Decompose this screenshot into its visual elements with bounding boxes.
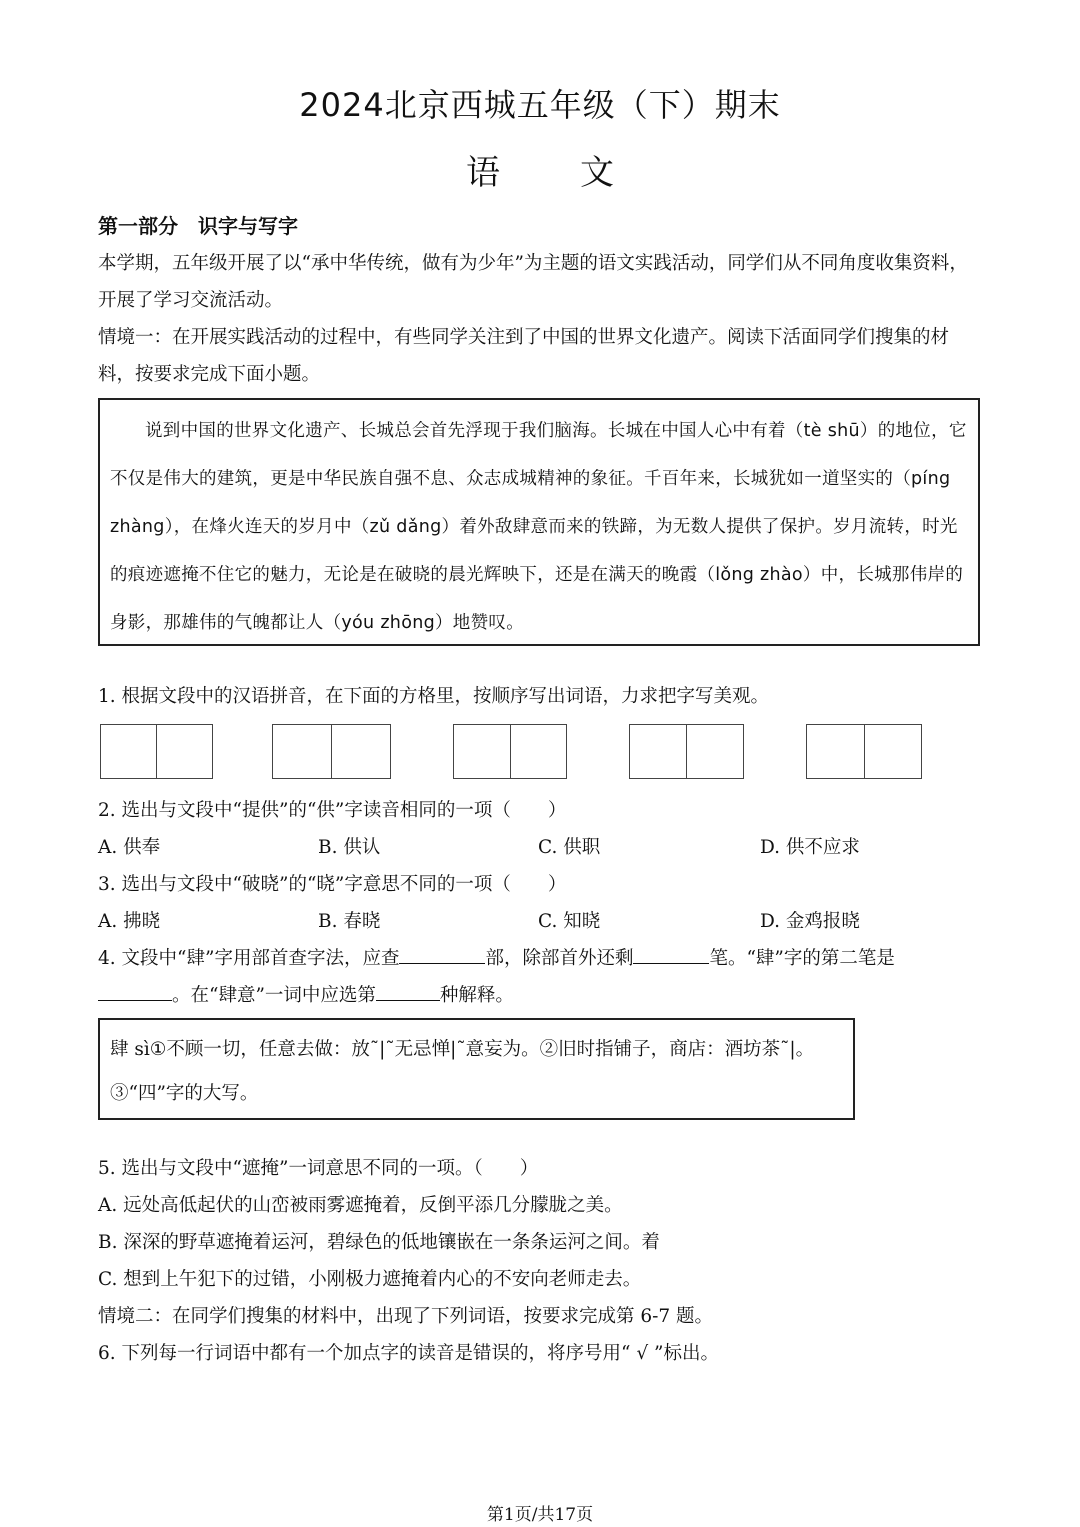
subject-char-1: 语 <box>466 153 500 193</box>
question-4-line1 <box>98 944 895 970</box>
q3-option-b[interactable]: B. 春晓 <box>318 911 381 932</box>
q2-option-c[interactable]: C. 供职 <box>538 837 601 858</box>
dictionary-line-2: ③“四”字的大写。 <box>110 1083 259 1104</box>
q3-option-d[interactable]: D. 金鸡报晓 <box>760 911 860 932</box>
writing-grid-5[interactable] <box>806 724 922 779</box>
writing-grid-4[interactable] <box>629 724 744 779</box>
q3-option-c[interactable]: C. 知晓 <box>538 911 601 932</box>
q5-option-a[interactable]: A. 远处高低起伏的山峦被雨雾遮掩着，反倒平添几分朦胧之美。 <box>98 1195 623 1216</box>
question-3: 3. 选出与文段中“破晓”的“晓”字意思不同的一项（ ） <box>98 874 567 895</box>
q2-option-a[interactable]: A. 供奉 <box>98 837 161 858</box>
writing-grid-2[interactable] <box>272 724 391 779</box>
question-5: 5. 选出与文段中“遮掩”一词意思不同的一项。（ ） <box>98 1158 539 1179</box>
q4-blank-second-stroke[interactable] <box>98 982 172 1001</box>
q4-text-1: 4. 文段中“肆”字用部首查字法，应查 <box>98 948 400 969</box>
q5-option-c[interactable]: C. 想到上午犯下的过错，小刚极力遮掩着内心的不安向老师走去。 <box>98 1269 642 1290</box>
scene1-paragraph: 情境一：在开展实践活动的过程中，有些同学关注到了中国的世界文化遗产。阅读下活面同学们搜集的材料，按要求完成下面小题。 <box>98 327 950 385</box>
page-footer: 第1页/共17页 <box>486 1505 594 1525</box>
question-4-line2 <box>98 981 514 1007</box>
q4-blank-strokes[interactable] <box>633 945 709 964</box>
writing-grid-1[interactable] <box>100 724 213 779</box>
scene2-paragraph: 情境二：在同学们搜集的材料中，出现了下列词语，按要求完成第 6-7 题。 <box>98 1306 714 1327</box>
question-1: 1. 根据文段中的汉语拼音，在下面的方格里，按顺序写出词语，力求把字写美观。 <box>98 686 770 707</box>
writing-grid-3[interactable] <box>453 724 567 779</box>
q2-option-d[interactable]: D. 供不应求 <box>760 837 860 858</box>
q4-text-2: 部，除部首外还剩 <box>485 948 634 969</box>
question-6: 6. 下列每一行词语中都有一个加点字的读音是错误的，将序号用“ √ ”标出。 <box>98 1343 719 1364</box>
intro-paragraph: 本学期，五年级开展了以“承中华传统，做有为少年”为主题的语文实践活动，同学们从不同角度收集资料，开展了学习交流活动。 <box>98 253 968 311</box>
dictionary-box <box>98 1018 855 1120</box>
question-2: 2. 选出与文段中“提供”的“供”字读音相同的一项（ ） <box>98 800 567 821</box>
q4-blank-meaning[interactable] <box>376 982 440 1001</box>
passage-box <box>98 398 980 646</box>
q4-blank-radical[interactable] <box>399 945 485 964</box>
q4-text-3: 笔。“肆”字的第二笔是 <box>709 948 895 969</box>
q4-text-5: 种解释。 <box>439 985 514 1006</box>
passage-text: 说到中国的世界文化遗产、长城总会首先浮现于我们脑海。长城在中国人心中有着（tè shū）的地位，它不仅是伟大的建筑，更是中华民族自强不息、众志成城精神的象征。千百年来，长城犹如一道坚实的（píng zhàng），在烽火连天的岁月中（zǔ dǎng）着外敌肆意而来的铁蹄，为无数人提供了保护。岁月流转，时光的痕迹遮掩不住它的魅力，无论是在破晓的晨光辉映下，还是在满天的晚霞（lǒng zhào）中，长城那伟岸的身影，那雄伟的气魄都让人（yóu zhōng）地赞叹。 <box>110 421 967 633</box>
q2-option-b[interactable]: B. 供认 <box>318 837 381 858</box>
q3-option-a[interactable]: A. 拂晓 <box>98 911 161 932</box>
dictionary-line-1: 肆 sì①不顾一切，任意去做：放˜|˜无忌惮|˜意妄为。②旧时指铺子，商店：酒坊茶˜|。 <box>110 1039 815 1060</box>
subject-heading <box>0 145 1080 194</box>
q5-option-b[interactable]: B. 深深的野草遮掩着运河，碧绿色的低地镶嵌在一条条运河之间。着 <box>98 1232 660 1253</box>
q4-text-4: 。在“肆意”一词中应选第 <box>172 985 376 1006</box>
doc-title: 2024北京西城五年级（下）期末 <box>299 86 781 124</box>
subject-char-2: 文 <box>580 153 614 193</box>
dictionary-entry <box>110 1028 845 1116</box>
section-heading: 第一部分 识字与写字 <box>98 214 298 238</box>
